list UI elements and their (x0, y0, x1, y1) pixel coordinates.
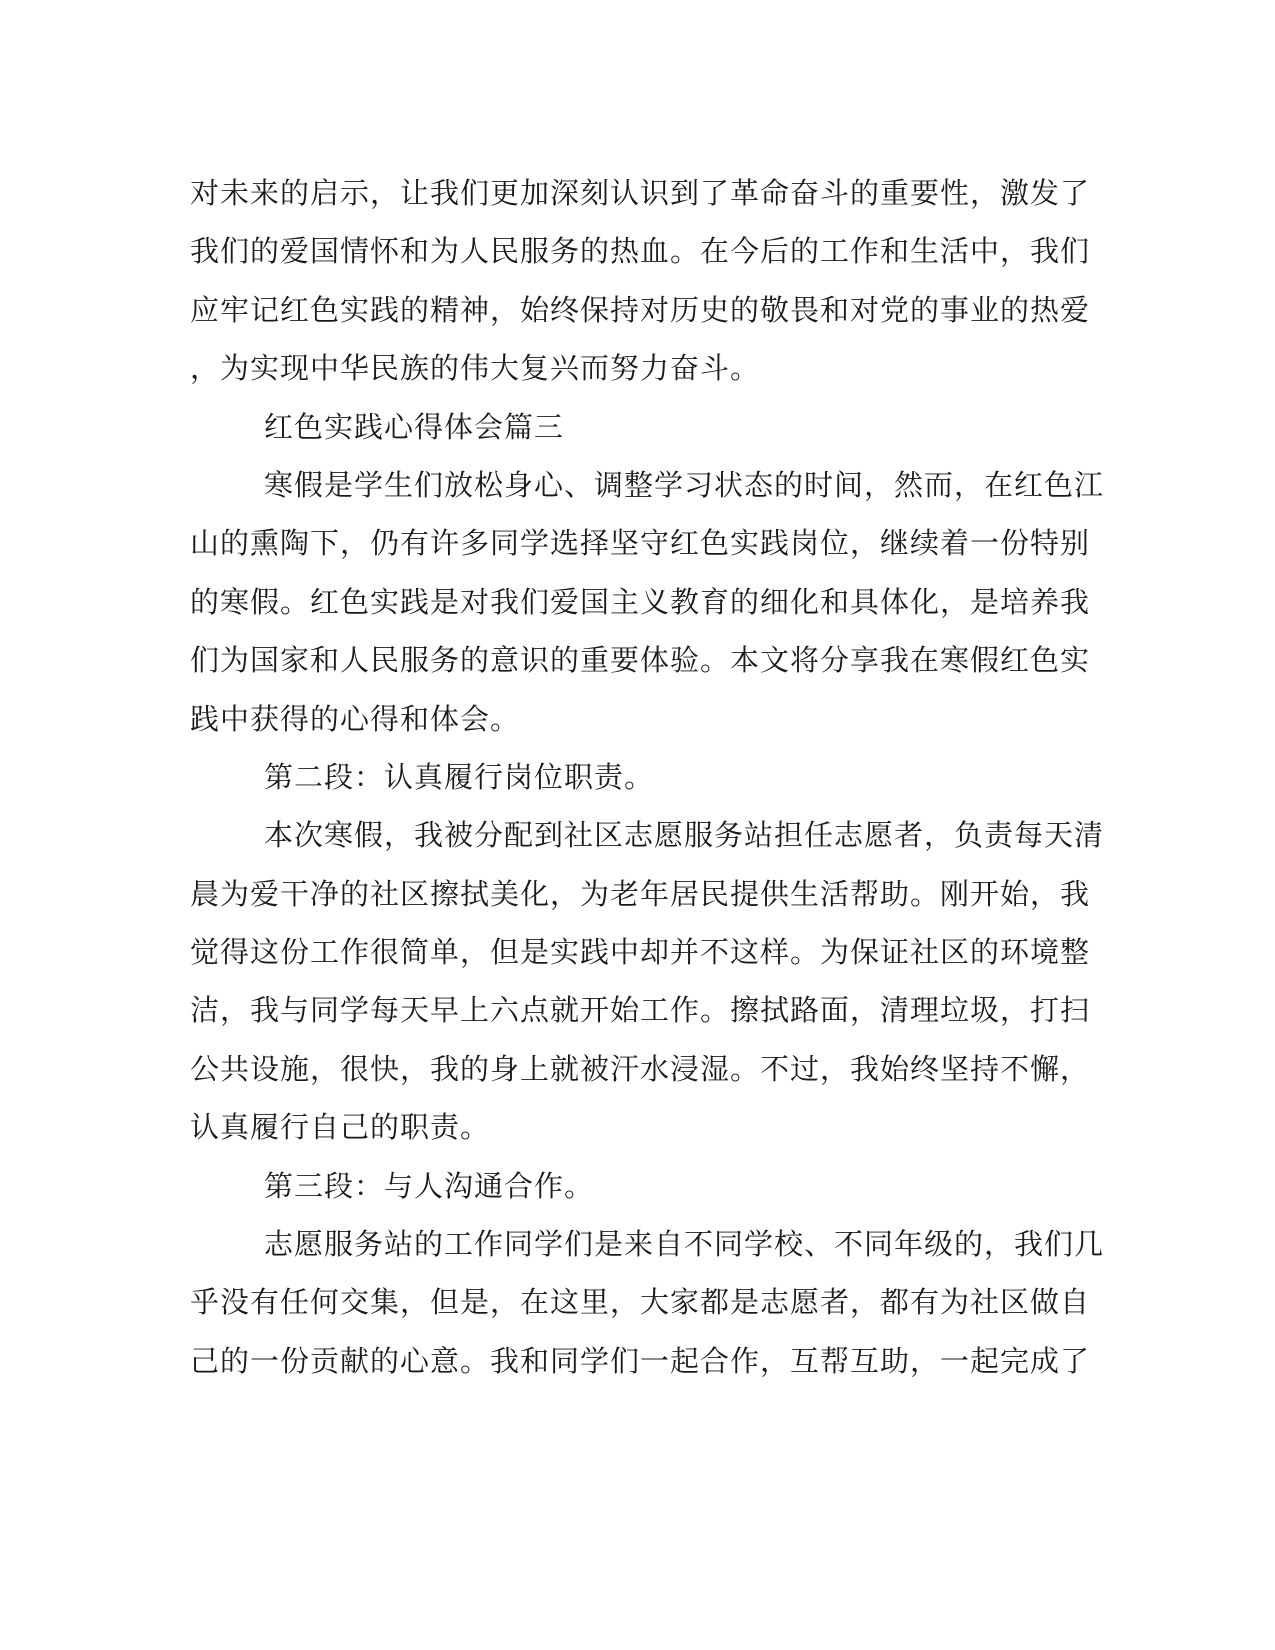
section-heading: 红色实践心得体会篇三 (264, 409, 565, 444)
text-line: 志愿服务站的工作同学们是来自不同学校、不同年级的，我们几 (264, 1227, 1105, 1262)
document-body (190, 164, 1105, 1390)
text-line: 对未来的启示，让我们更加深刻认识到了革命奋斗的重要性，激发了 (190, 176, 1091, 210)
text-line: 晨为爱干净的社区擦拭美化，为老年居民提供生活帮助。刚开始，我 (190, 876, 1091, 911)
text-line: 应牢记红色实践的精神，始终保持对历史的敬畏和对党的事业的热爱 (190, 292, 1091, 327)
text-line: 践中获得的心得和体会。 (190, 701, 521, 736)
section-heading: 第二段：认真履行岗位职责。 (264, 759, 655, 794)
text-line: 本次寒假，我被分配到社区志愿服务站担任志愿者，负责每天清 (264, 818, 1105, 853)
text-line: 己的一份贡献的心意。我和同学们一起合作，互帮互助，一起完成了 (190, 1343, 1091, 1378)
text-line: 们为国家和人民服务的意识的重要体验。本文将分享我在寒假红色实 (190, 643, 1091, 678)
text-line: 公共设施，很快，我的身上就被汗水浸湿。不过，我始终坚持不懈， (190, 1051, 1091, 1086)
text-line: 乎没有任何交集，但是，在这里，大家都是志愿者，都有为社区做自 (190, 1285, 1091, 1320)
text-line: 洁，我与同学每天早上六点就开始工作。擦拭路面，清理垃圾，打扫 (190, 993, 1091, 1028)
text-line: 觉得这份工作很简单，但是实践中却并不这样。为保证社区的环境整 (190, 935, 1091, 970)
text-line: 我们的爱国情怀和为人民服务的热血。在今后的工作和生活中，我们 (190, 234, 1091, 269)
text-line: ，为实现中华民族的伟大复兴而努力奋斗。 (190, 351, 761, 386)
section-heading: 第三段：与人沟通合作。 (264, 1168, 595, 1203)
text-line: 山的熏陶下，仍有许多同学选择坚守红色实践岗位，继续着一份特别 (190, 526, 1091, 561)
text-line: 的寒假。红色实践是对我们爱国主义教育的细化和具体化，是培养我 (190, 584, 1091, 619)
text-line: 认真履行自己的职责。 (190, 1110, 491, 1145)
text-line: 寒假是学生们放松身心、调整学习状态的时间，然而，在红色江 (264, 467, 1105, 502)
